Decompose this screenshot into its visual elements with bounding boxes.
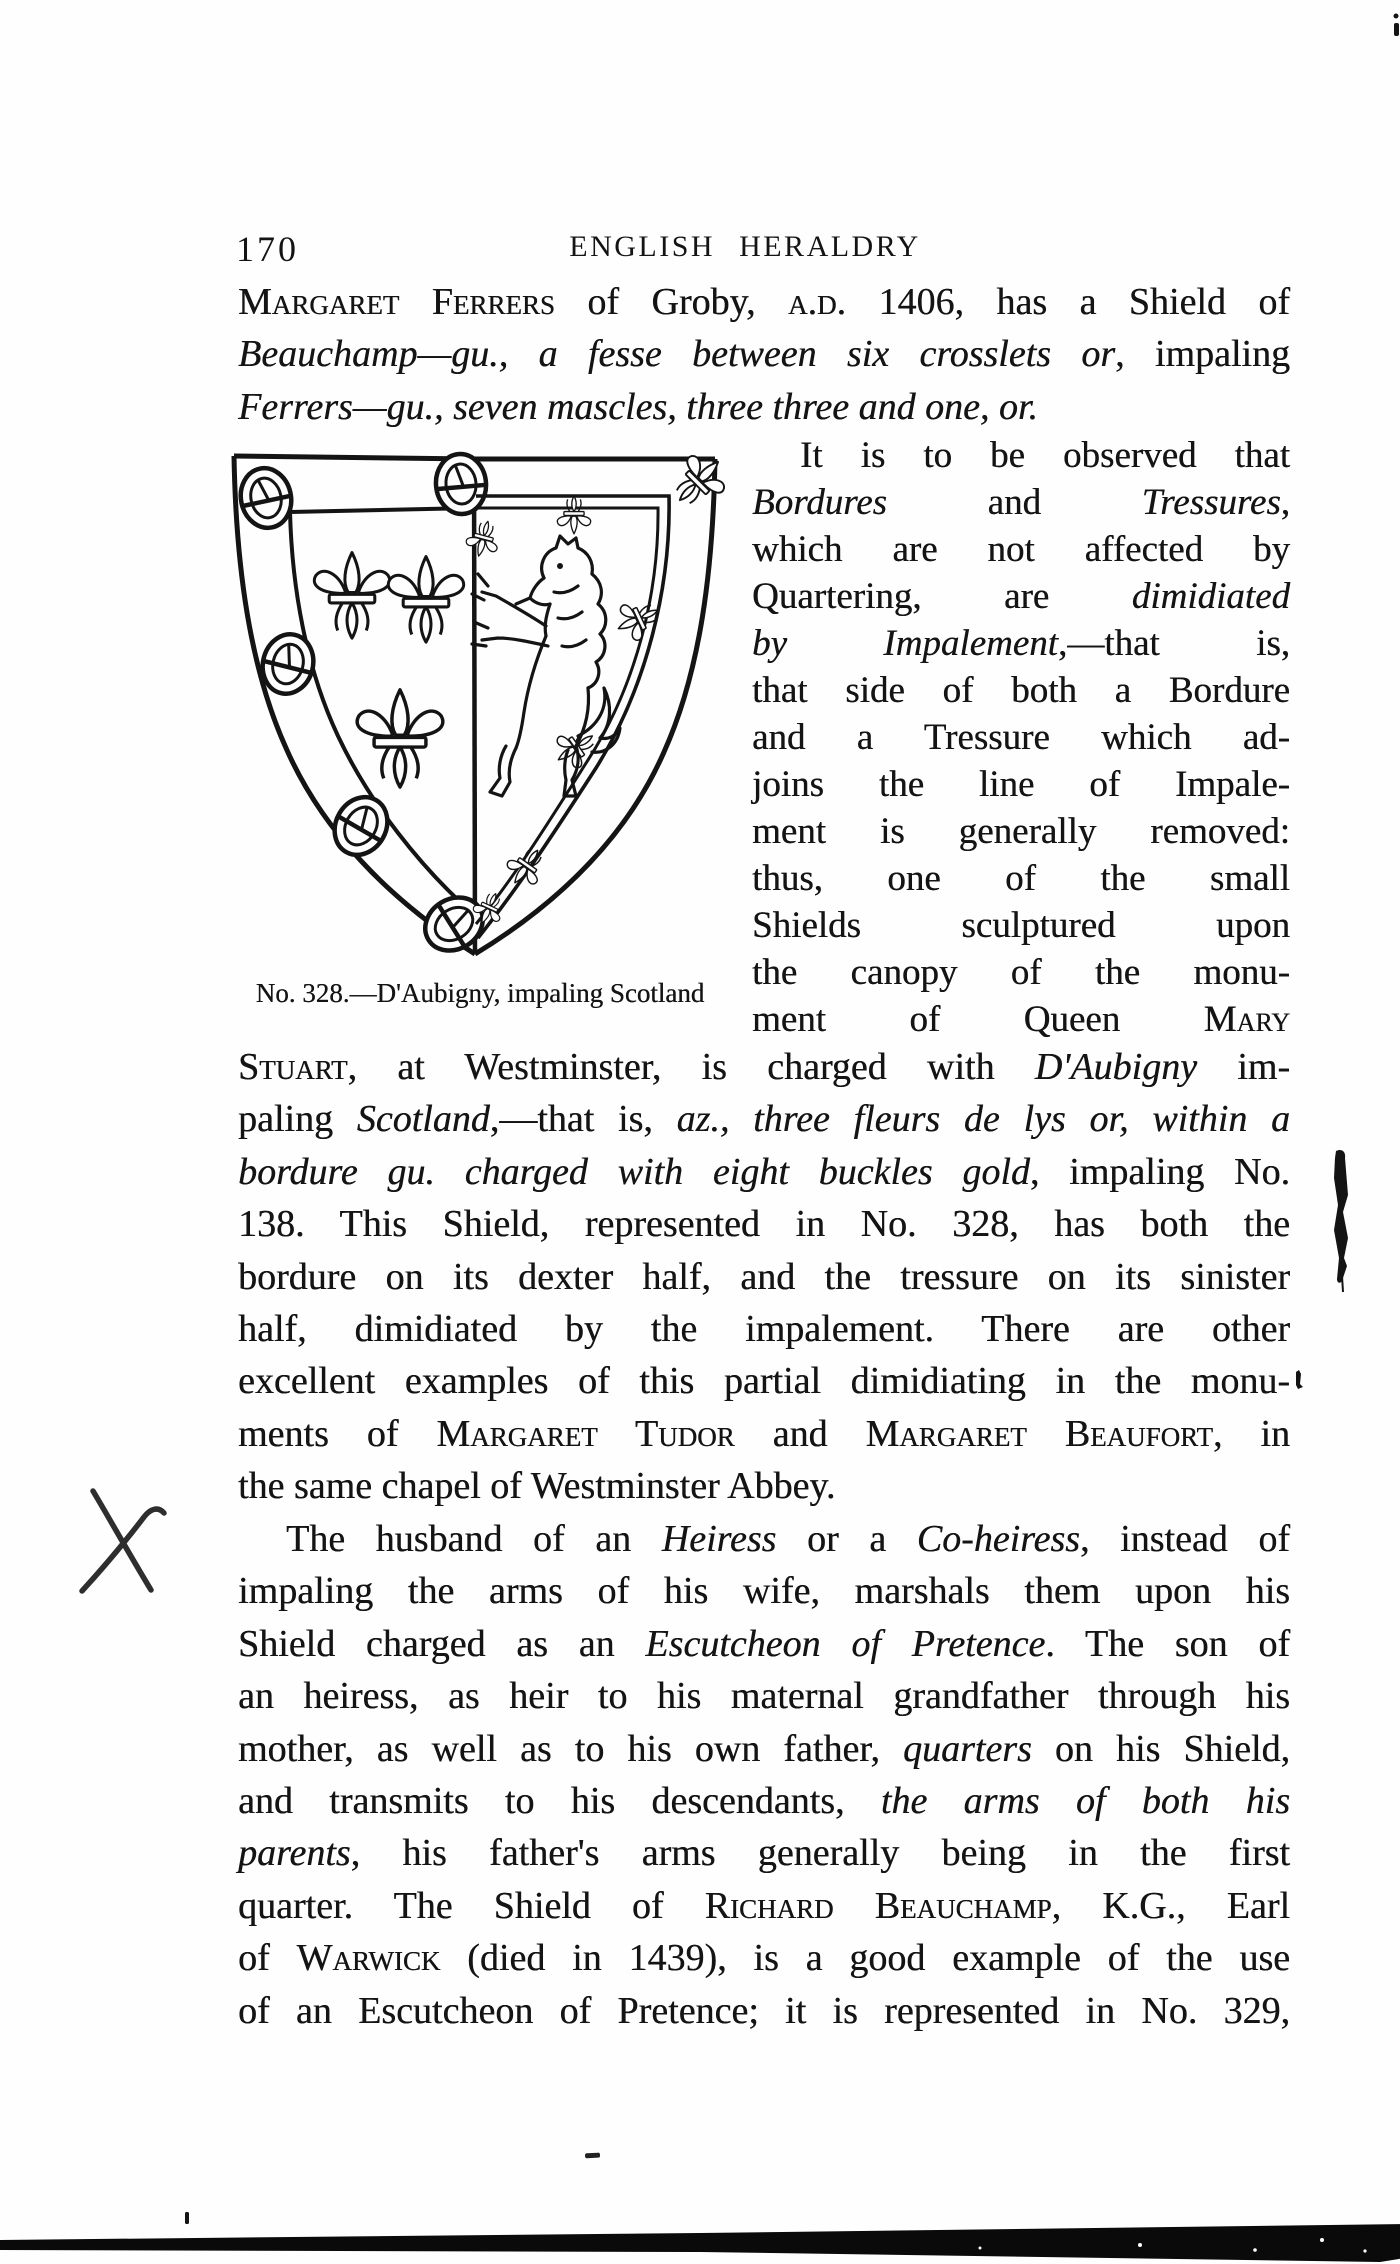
text-line: of an Escutcheon of Pretence; it is represented in No. 329, [238, 1989, 1290, 2032]
text-line: 138. This Shield, represented in No. 328, has both the [238, 1203, 1290, 1246]
bordure-inner-line [290, 508, 473, 910]
text-line: ment of Queen Mary [752, 999, 1290, 1040]
text-line: bordure on its dexter half, and the tressure on its sinister [238, 1255, 1290, 1298]
text-line: paling Scotland,—that is, az., three fleurs de lys or, within a [238, 1098, 1291, 1141]
text-line: bordure gu. charged with eight buckles gold, impaling No. [238, 1150, 1290, 1193]
opening-paragraph [238, 276, 1290, 433]
text-line: an heiress, as heir to his maternal grandfather through his [238, 1675, 1290, 1718]
paragraph-stuart-dimidiation [238, 1041, 1290, 1513]
text-line: mother, as well as to his own father, quarters on his Shield, [238, 1727, 1290, 1770]
text-line: It is to be observed that [800, 435, 1290, 476]
right-column-paragraph [752, 432, 1290, 1043]
text-line: impaling the arms of his wife, marshals them upon his [238, 1570, 1290, 1613]
text-line: half, dimidiated by the impalement. There are other [238, 1308, 1290, 1351]
text-line: by Impalement,—that is, [752, 623, 1290, 664]
fleur-de-lis-icon [463, 517, 503, 560]
text-line: of Warwick (died in 1439), is a good example of the use [238, 1937, 1291, 1980]
tressure-lines [476, 496, 669, 938]
text-line: The husband of an Heiress or a Co-heiress, instead of [286, 1518, 1290, 1560]
heraldic-shield-figure [226, 446, 731, 966]
text-line: Shields sculptured upon [752, 905, 1290, 946]
fleur-de-lis-icon [357, 690, 443, 787]
text-line: parents, his father's arms generally being in the first [238, 1832, 1290, 1875]
text-line: Ferrers—gu., seven mascles, three three and one, or. [238, 385, 1038, 428]
page-number: 170 [236, 229, 299, 269]
buckle-icon [324, 788, 397, 865]
text-line: the same chapel of Westminster Abbey. [238, 1465, 836, 1508]
text-line: thus, one of the small [752, 858, 1290, 899]
ink-smudge-mark [1334, 1150, 1348, 1292]
small-tick-mark [185, 2212, 189, 2224]
buckle-icons [235, 452, 492, 961]
text-line: Bordures and Tressures, [752, 482, 1290, 523]
text-line: excellent examples of this partial dimidiating in the monu- [238, 1360, 1290, 1403]
bottom-scan-bar [0, 2224, 1400, 2262]
text-line: and transmits to his descendants, the arms of both his [238, 1780, 1291, 1823]
fleur-de-lis-icon [557, 496, 590, 534]
text-line: Margaret Ferrers of Groby, a.d. 1406, has a Shield of [238, 281, 1290, 323]
buckle-icon [433, 452, 488, 516]
ink-speck-mark [1296, 1370, 1303, 1389]
running-title: ENGLISH HERALDRY [569, 230, 921, 263]
text-line: and a Tressure which ad- [752, 717, 1290, 758]
text-line: which are not affected by [752, 529, 1290, 570]
pencil-dash-mark [585, 2153, 600, 2159]
text-line: quarter. The Shield of Richard Beauchamp, K.G., Earl [238, 1884, 1291, 1927]
pencil-x-mark [82, 1491, 164, 1591]
buckle-icon [235, 463, 296, 532]
text-line: Beauchamp—gu., a fesse between six crosslets or, impaling [238, 333, 1290, 376]
text-line: Quartering, are dimidiated [752, 576, 1290, 617]
text-line: joins the line of Impale- [752, 764, 1290, 805]
text-line: ment is generally removed: [752, 811, 1290, 852]
fleur-de-lis-icons-dexter [314, 553, 463, 787]
fleur-de-lis-icon [314, 553, 389, 639]
figure-caption: No. 328.—D'Aubigny, impaling Scotland [255, 978, 705, 1008]
paragraph-escutcheon-of-pretence [238, 1513, 1290, 2037]
text-line: that side of both a Bordure [752, 670, 1290, 711]
text-line: the canopy of the monu- [752, 952, 1290, 993]
text-line: ments of Margaret Tudor and Margaret Beaufort, in [238, 1412, 1290, 1455]
fleur-de-lis-icon [388, 557, 463, 643]
lion-rampant-icon [472, 536, 620, 796]
top-right-edge-mark [1394, 14, 1400, 37]
text-line: Shield charged as an Escutcheon of Pretence. The son of [238, 1622, 1291, 1665]
text-line: Stuart, at Westminster, is charged with D'Aubigny im- [238, 1046, 1290, 1088]
